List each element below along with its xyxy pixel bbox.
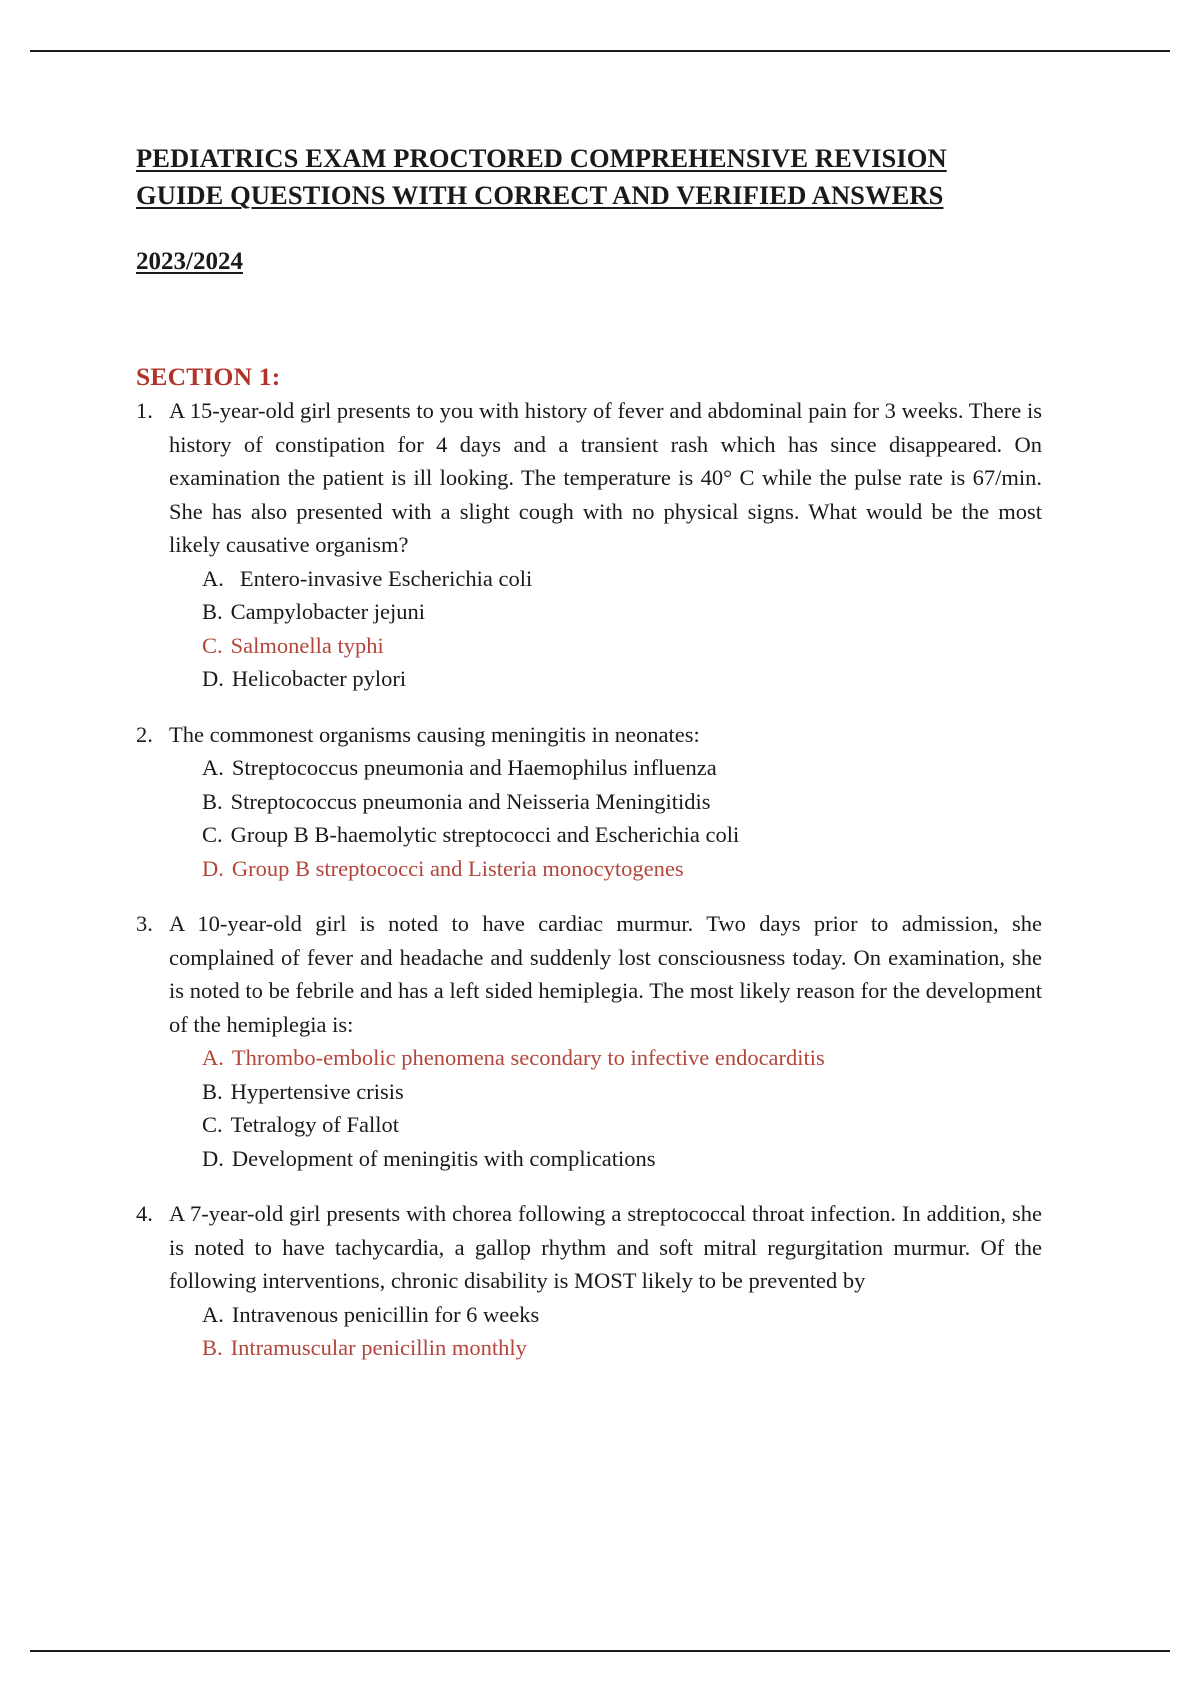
- document-content: [136, 140, 1042, 1365]
- option-correct-answer[interactable]: [202, 1331, 1042, 1365]
- option-text: Intramuscular penicillin monthly: [230, 1335, 527, 1361]
- option-letter: B.: [202, 788, 223, 814]
- option-text: Streptococcus pneumonia and Haemophilus influenza: [231, 755, 717, 781]
- question-body: [169, 718, 1042, 886]
- option-letter: C.: [202, 1112, 223, 1138]
- question-list: [136, 394, 1042, 1365]
- option-text: Development of meningitis with complications: [231, 1145, 656, 1171]
- option-item[interactable]: [202, 1142, 1042, 1176]
- option-letter: A.: [202, 565, 224, 591]
- option-text: Streptococcus pneumonia and Neisseria Meningitidis: [230, 788, 711, 814]
- question-body: [169, 1197, 1042, 1365]
- document-title-line-2: GUIDE QUESTIONS WITH CORRECT AND VERIFIED ANSWERS: [136, 180, 944, 211]
- option-letter: D.: [202, 1145, 224, 1171]
- option-item[interactable]: [202, 818, 1042, 852]
- option-list: [169, 1298, 1042, 1365]
- question-number: 3.: [136, 911, 153, 937]
- option-item[interactable]: [202, 785, 1042, 819]
- option-letter: A.: [202, 755, 224, 781]
- question-block: [136, 394, 1042, 696]
- question-number: 2.: [136, 721, 153, 747]
- question-number: 1.: [136, 398, 153, 424]
- question-number: 4.: [136, 1201, 153, 1227]
- question-stem: A 10-year-old girl is noted to have cardiac murmur. Two days prior to admission, she complained of fever and headache and suddenly lost consciousness today. On examination, she is noted to be febrile and has a left sided hemiplegia. The most likely reason for the development of the hemiplegia is:: [169, 911, 1042, 1037]
- option-text: Campylobacter jejuni: [230, 599, 425, 625]
- option-correct-answer[interactable]: [202, 1041, 1042, 1075]
- option-letter: A.: [202, 1301, 224, 1327]
- option-list: [169, 751, 1042, 885]
- question-stem: A 15-year-old girl presents to you with history of fever and abdominal pain for 3 weeks. There is history of constipation for 4 days and a transient rash which has since disappeared. On examination the patient is ill looking. The temperature is 40° C while the pulse rate is 67/min. She has also presented with a slight cough with no physical signs. What would be the most likely causative organism?: [169, 398, 1042, 558]
- option-text: Group B B-haemolytic streptococci and Escherichia coli: [230, 822, 740, 848]
- option-item[interactable]: [202, 1108, 1042, 1142]
- option-letter: D.: [202, 855, 224, 881]
- option-correct-answer[interactable]: [202, 852, 1042, 886]
- option-text: Thrombo-embolic phenomena secondary to infective endocarditis: [231, 1045, 825, 1071]
- page-top-rule: [30, 50, 1170, 52]
- option-letter: D.: [202, 666, 224, 692]
- question-body: [169, 394, 1042, 696]
- option-text: Hypertensive crisis: [230, 1078, 404, 1104]
- option-item[interactable]: [202, 662, 1042, 696]
- option-letter: B.: [202, 1078, 223, 1104]
- option-text: Tetralogy of Fallot: [230, 1112, 400, 1138]
- option-item[interactable]: [202, 595, 1042, 629]
- question-stem: The commonest organisms causing meningitis in neonates:: [169, 721, 700, 747]
- option-letter: B.: [202, 599, 223, 625]
- page-bottom-rule: [30, 1650, 1170, 1652]
- document-year-wrap: [136, 214, 1042, 276]
- document-title-line-1: PEDIATRICS EXAM PROCTORED COMPREHENSIVE REVISION: [136, 143, 947, 173]
- option-correct-answer[interactable]: [202, 629, 1042, 663]
- question-body: [169, 907, 1042, 1175]
- question-block: [136, 907, 1042, 1175]
- option-letter: A.: [202, 1045, 224, 1071]
- option-item[interactable]: [202, 751, 1042, 785]
- document-year: 2023/2024: [136, 248, 243, 276]
- option-list: [169, 562, 1042, 696]
- question-stem: A 7-year-old girl presents with chorea following a streptococcal throat infection. In addition, she is noted to have tachycardia, a gallop rhythm and soft mitral regurgitation murmur. Of the following interventions, chronic disability is MOST likely to be prevented by: [169, 1201, 1042, 1294]
- option-text: Helicobacter pylori: [231, 666, 407, 692]
- option-letter: B.: [202, 1335, 223, 1361]
- option-item[interactable]: [202, 562, 1042, 596]
- option-item[interactable]: [202, 1075, 1042, 1109]
- document-title: [136, 140, 1042, 214]
- option-letter: C.: [202, 632, 223, 658]
- option-list: [169, 1041, 1042, 1175]
- option-letter: C.: [202, 822, 223, 848]
- option-text: Intravenous penicillin for 6 weeks: [231, 1301, 540, 1327]
- option-item[interactable]: [202, 1298, 1042, 1332]
- option-text: Entero-invasive Escherichia coli: [239, 565, 533, 591]
- section-heading: SECTION 1:: [136, 362, 281, 392]
- question-block: [136, 1197, 1042, 1365]
- option-text: Group B streptococci and Listeria monocytogenes: [231, 855, 684, 881]
- option-text: Salmonella typhi: [230, 632, 384, 658]
- question-block: [136, 718, 1042, 886]
